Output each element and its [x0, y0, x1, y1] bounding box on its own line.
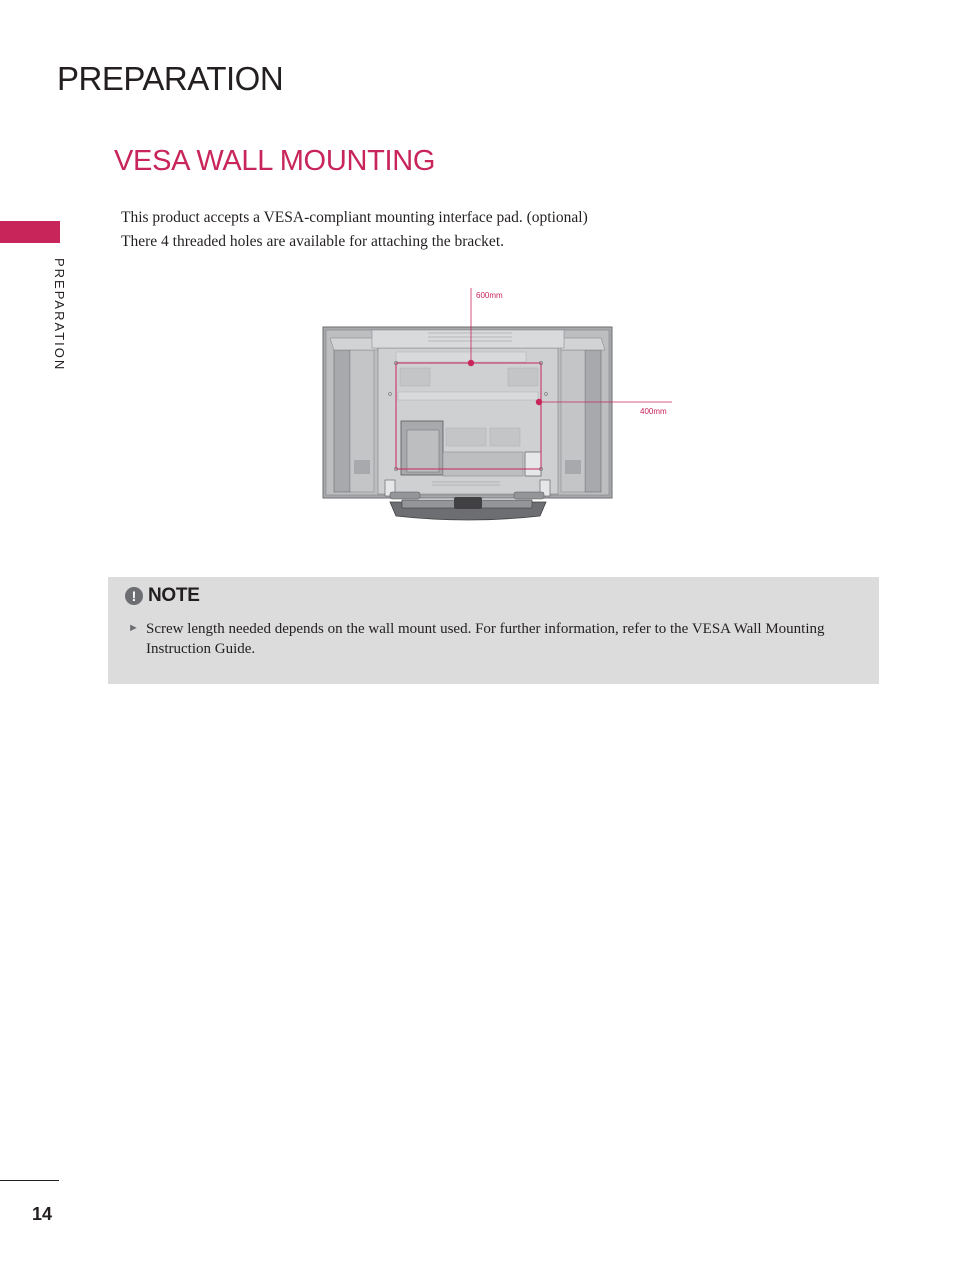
- exclamation-icon: !: [125, 587, 143, 605]
- tv-rear-view-illustration: [300, 280, 700, 530]
- footer-divider: [0, 1180, 59, 1181]
- intro-line-1: This product accepts a VESA-compliant mounting interface pad. (optional): [121, 209, 588, 226]
- note-label: NOTE: [148, 585, 200, 606]
- side-tab-label: PREPARATION: [52, 258, 67, 372]
- note-box: [108, 577, 879, 684]
- note-text: Screw length needed depends on the wall mount used. For further information, refer to the VESA Wall Mounting Instruction Guide.: [146, 621, 825, 657]
- intro-line-2: There 4 threaded holes are available for attaching the bracket.: [121, 233, 504, 250]
- bullet-arrow-icon: ►: [128, 622, 139, 634]
- section-title: PREPARATION: [57, 60, 284, 97]
- intro-text: [121, 206, 741, 254]
- side-tab-marker: [0, 221, 60, 243]
- page-number: 14: [32, 1204, 53, 1224]
- width-dimension-label: 600mm: [476, 291, 503, 300]
- page-heading: VESA WALL MOUNTING: [114, 145, 436, 177]
- height-dimension-label: 400mm: [640, 407, 667, 416]
